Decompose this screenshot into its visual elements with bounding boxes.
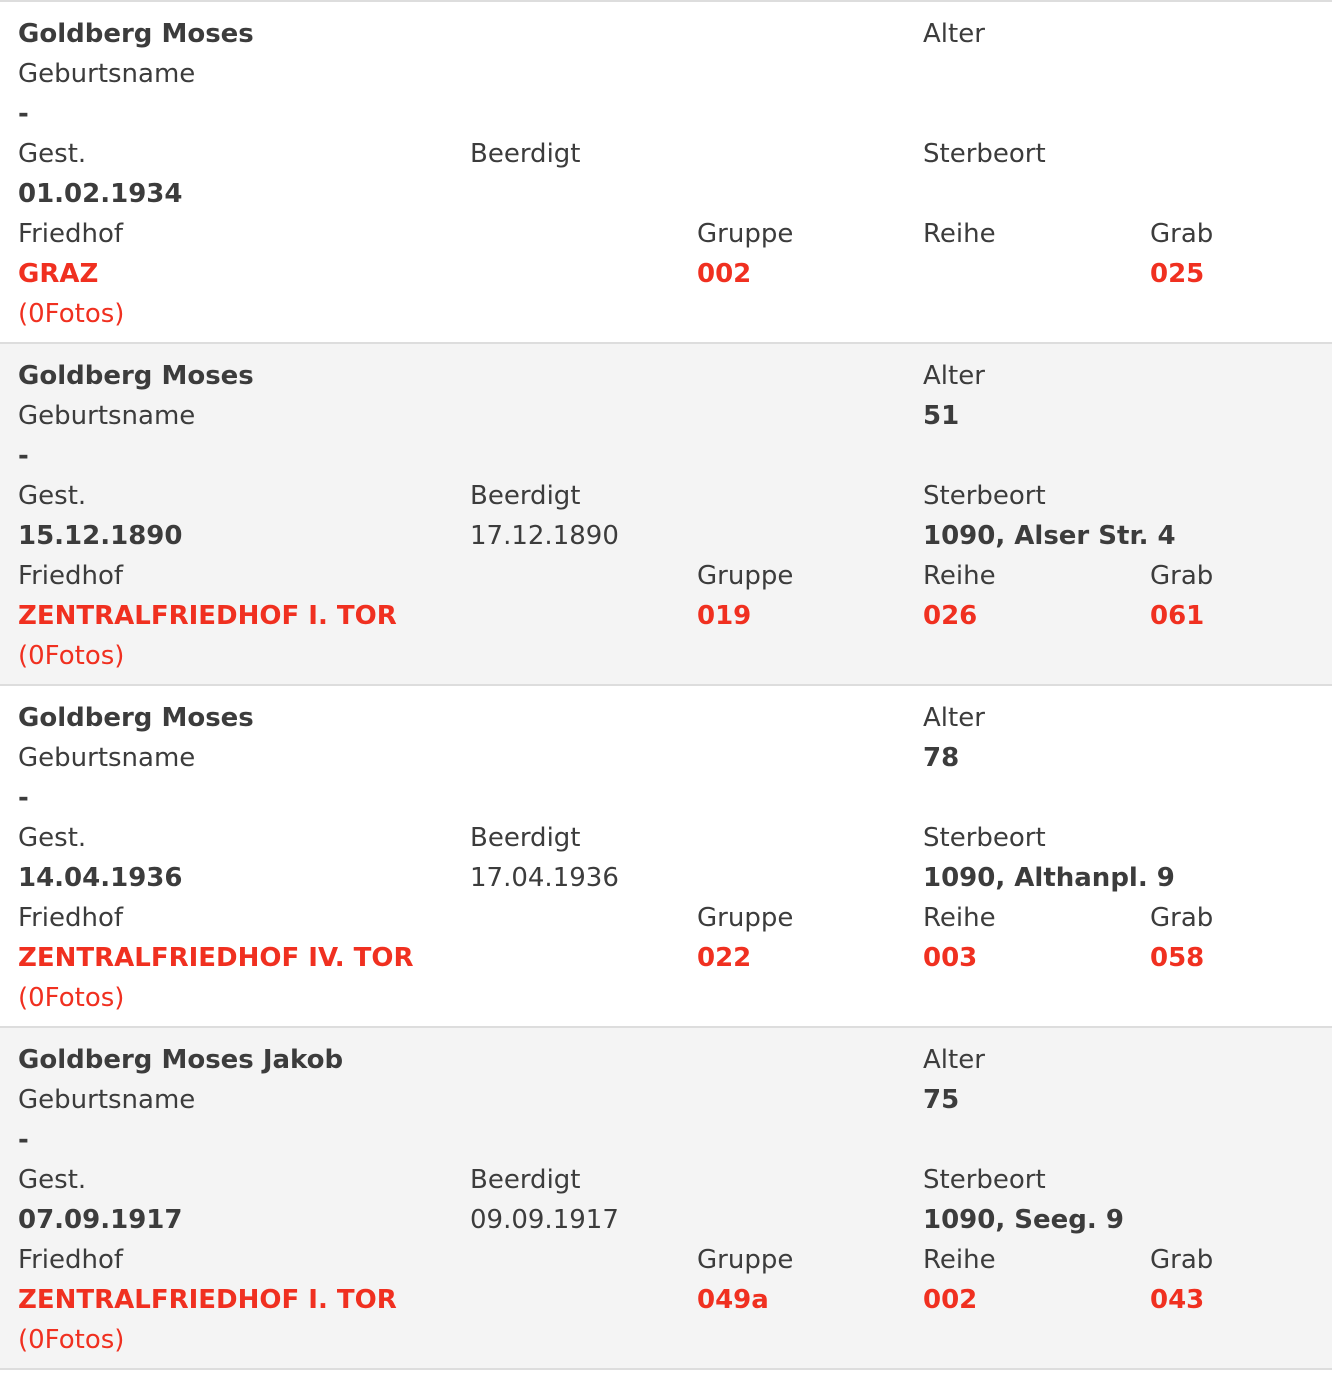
gruppe-label: Gruppe xyxy=(697,561,794,591)
photos-link[interactable]: (0Fotos) xyxy=(18,1325,125,1355)
reihe-label: Reihe xyxy=(923,561,996,591)
gruppe-link[interactable]: 019 xyxy=(697,601,752,631)
friedhof-label: Friedhof xyxy=(18,219,124,249)
gruppe-label: Gruppe xyxy=(697,1245,794,1275)
sterbeort-label: Sterbeort xyxy=(923,1165,1046,1195)
grave-record xyxy=(0,2,1332,344)
grave-record xyxy=(0,1028,1332,1370)
grab-label: Grab xyxy=(1150,903,1214,933)
geburtsname-label: Geburtsname xyxy=(18,401,196,431)
sterbeort-value: 1090, Seeg. 9 xyxy=(923,1205,1124,1235)
person-name: Goldberg Moses xyxy=(18,703,254,733)
alter-value: 78 xyxy=(923,743,960,773)
gest-label: Gest. xyxy=(18,1165,87,1195)
alter-label: Alter xyxy=(923,19,985,49)
friedhof-link[interactable]: ZENTRALFRIEDHOF IV. TOR xyxy=(18,943,414,973)
grab-link[interactable]: 061 xyxy=(1150,601,1205,631)
grave-record xyxy=(0,344,1332,686)
beerdigt-value: 17.04.1936 xyxy=(470,863,619,893)
alter-label: Alter xyxy=(923,361,985,391)
geburtsname-value: - xyxy=(18,441,29,471)
sterbeort-value: 1090, Alser Str. 4 xyxy=(923,521,1176,551)
sterbeort-value: 1090, Althanpl. 9 xyxy=(923,863,1175,893)
grave-record xyxy=(0,686,1332,1028)
reihe-label: Reihe xyxy=(923,903,996,933)
sterbeort-label: Sterbeort xyxy=(923,481,1046,511)
friedhof-label: Friedhof xyxy=(18,1245,124,1275)
grab-label: Grab xyxy=(1150,1245,1214,1275)
photos-link[interactable]: (0Fotos) xyxy=(18,983,125,1013)
gruppe-link[interactable]: 049a xyxy=(697,1285,769,1315)
beerdigt-value: 09.09.1917 xyxy=(470,1205,619,1235)
geburtsname-label: Geburtsname xyxy=(18,1085,196,1115)
reihe-link[interactable]: 026 xyxy=(923,601,978,631)
gest-value: 01.02.1934 xyxy=(18,179,183,209)
grab-link[interactable]: 025 xyxy=(1150,259,1205,289)
beerdigt-label: Beerdigt xyxy=(470,823,581,853)
gest-value: 15.12.1890 xyxy=(18,521,183,551)
gest-label: Gest. xyxy=(18,823,87,853)
alter-value: 75 xyxy=(923,1085,960,1115)
alter-value: 51 xyxy=(923,401,960,431)
person-name: Goldberg Moses xyxy=(18,19,254,49)
sterbeort-label: Sterbeort xyxy=(923,823,1046,853)
geburtsname-label: Geburtsname xyxy=(18,743,196,773)
geburtsname-value: - xyxy=(18,783,29,813)
person-name: Goldberg Moses Jakob xyxy=(18,1045,344,1075)
gruppe-link[interactable]: 022 xyxy=(697,943,752,973)
gest-label: Gest. xyxy=(18,481,87,511)
gest-value: 07.09.1917 xyxy=(18,1205,183,1235)
grab-label: Grab xyxy=(1150,219,1214,249)
photos-link[interactable]: (0Fotos) xyxy=(18,641,125,671)
beerdigt-value: 17.12.1890 xyxy=(470,521,619,551)
geburtsname-value: - xyxy=(18,1125,29,1155)
geburtsname-label: Geburtsname xyxy=(18,59,196,89)
alter-label: Alter xyxy=(923,1045,985,1075)
beerdigt-label: Beerdigt xyxy=(470,481,581,511)
grab-link[interactable]: 043 xyxy=(1150,1285,1205,1315)
friedhof-label: Friedhof xyxy=(18,903,124,933)
gruppe-label: Gruppe xyxy=(697,219,794,249)
gest-value: 14.04.1936 xyxy=(18,863,183,893)
geburtsname-value: - xyxy=(18,99,29,129)
friedhof-link[interactable]: ZENTRALFRIEDHOF I. TOR xyxy=(18,1285,397,1315)
beerdigt-label: Beerdigt xyxy=(470,1165,581,1195)
reihe-label: Reihe xyxy=(923,219,996,249)
friedhof-label: Friedhof xyxy=(18,561,124,591)
grab-link[interactable]: 058 xyxy=(1150,943,1205,973)
reihe-link[interactable]: 003 xyxy=(923,943,978,973)
gest-label: Gest. xyxy=(18,139,87,169)
friedhof-link[interactable]: GRAZ xyxy=(18,259,99,289)
reihe-link[interactable]: 002 xyxy=(923,1285,978,1315)
alter-label: Alter xyxy=(923,703,985,733)
sterbeort-label: Sterbeort xyxy=(923,139,1046,169)
grab-label: Grab xyxy=(1150,561,1214,591)
friedhof-link[interactable]: ZENTRALFRIEDHOF I. TOR xyxy=(18,601,397,631)
photos-link[interactable]: (0Fotos) xyxy=(18,299,125,329)
gruppe-label: Gruppe xyxy=(697,903,794,933)
reihe-label: Reihe xyxy=(923,1245,996,1275)
beerdigt-label: Beerdigt xyxy=(470,139,581,169)
gruppe-link[interactable]: 002 xyxy=(697,259,752,289)
person-name: Goldberg Moses xyxy=(18,361,254,391)
